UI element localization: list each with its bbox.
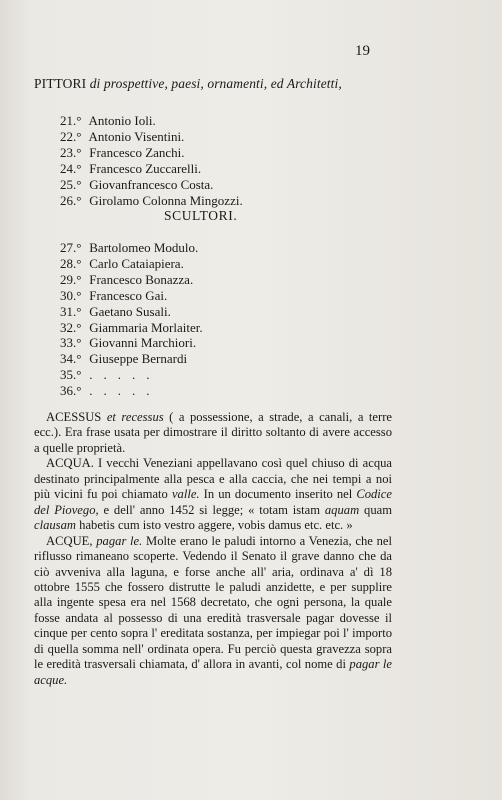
list-item: 31.° Gaetano Susali. — [60, 303, 171, 319]
pittori-list — [60, 113, 243, 208]
list-item: 25.° Giovanfrancesco Costa. — [60, 176, 214, 192]
entry-acqua: ACQUA. I vecchi Veneziani appellavano così quel chiuso di acqua destinato principalmente alla pesca e alla caccia, che nei tempi a noi più vicini fu poi chiamato valle. In un documento inserito nel Codice del Piovego, e dell' anno 1452 si legge; « totam istam aquam quam clausam habetis cum isto vestro aggere, vobis damus etc. etc. » — [34, 456, 393, 533]
entry-acessus: ACESSUS et recessus ( a possessione, a strade, a canali, a terre ecc.). Era frase usata per dimostrare il diritto soltanto di avere accesso a quelle proprietà. — [34, 410, 392, 455]
list-item: 36.° ..... — [60, 383, 161, 399]
glossary-body — [34, 410, 392, 688]
page-number: 19 — [355, 43, 370, 59]
list-item: 24.° Francesco Zuccarelli. — [60, 160, 202, 176]
list-item: 29.° Francesco Bonazza. — [60, 271, 194, 287]
heading-lead: PITTORI — [34, 76, 87, 91]
list-item: 33.° Giovanni Marchiori. — [60, 335, 197, 351]
heading-rest: di prospettive, paesi, ornamenti, ed Architetti, — [89, 76, 342, 91]
list-item: 30.° Francesco Gai. — [60, 287, 168, 303]
list-item: 22.° Antonio Visentini. — [60, 128, 185, 144]
list-item: 35.° ..... — [60, 367, 161, 383]
list-item: 23.° Francesco Zanchi. — [60, 144, 185, 160]
list-item: 28.° Carlo Cataiapiera. — [60, 255, 184, 271]
scultori-list — [60, 240, 203, 399]
entry-acque: ACQUE, pagar le. Molte erano le paludi intorno a Venezia, che nel riflusso rimaneano scoperte. Vedendo il Senato il grave danno che da ciò avveniva alla laguna, e forse anche all' aria, ordinava a' dì 18 ottobre 1555 che fossero distrutte le paludi anzidette, e per supplire alla ingente spesa era nel 1568 decretato, che ogni persona, la quale fosse andata al possesso di una eredità trasversale pagar dovesse il cinque per cento sopra l' ereditata sostanza, per impiegar poi l' importo di quella somma nell' ordinata opera. Fu perciò questa gravezza sopra le eredità trasversali chiamata, d' allora in avanti, col nome di pagar le acque. — [34, 533, 393, 687]
list-item: 32.° Giammaria Morlaiter. — [60, 319, 203, 335]
list-item: 34.° Giuseppe Bernardi — [60, 351, 188, 367]
bleed-through — [346, 86, 496, 416]
list-item: 21.° Antonio Ioli. — [60, 113, 156, 128]
list-item: 27.° Bartolomeo Modulo. — [60, 240, 199, 255]
section-heading — [34, 76, 342, 92]
list-item: 26.° Girolamo Colonna Mingozzi. — [60, 192, 243, 208]
scultori-heading: SCULTORI. — [164, 208, 238, 223]
